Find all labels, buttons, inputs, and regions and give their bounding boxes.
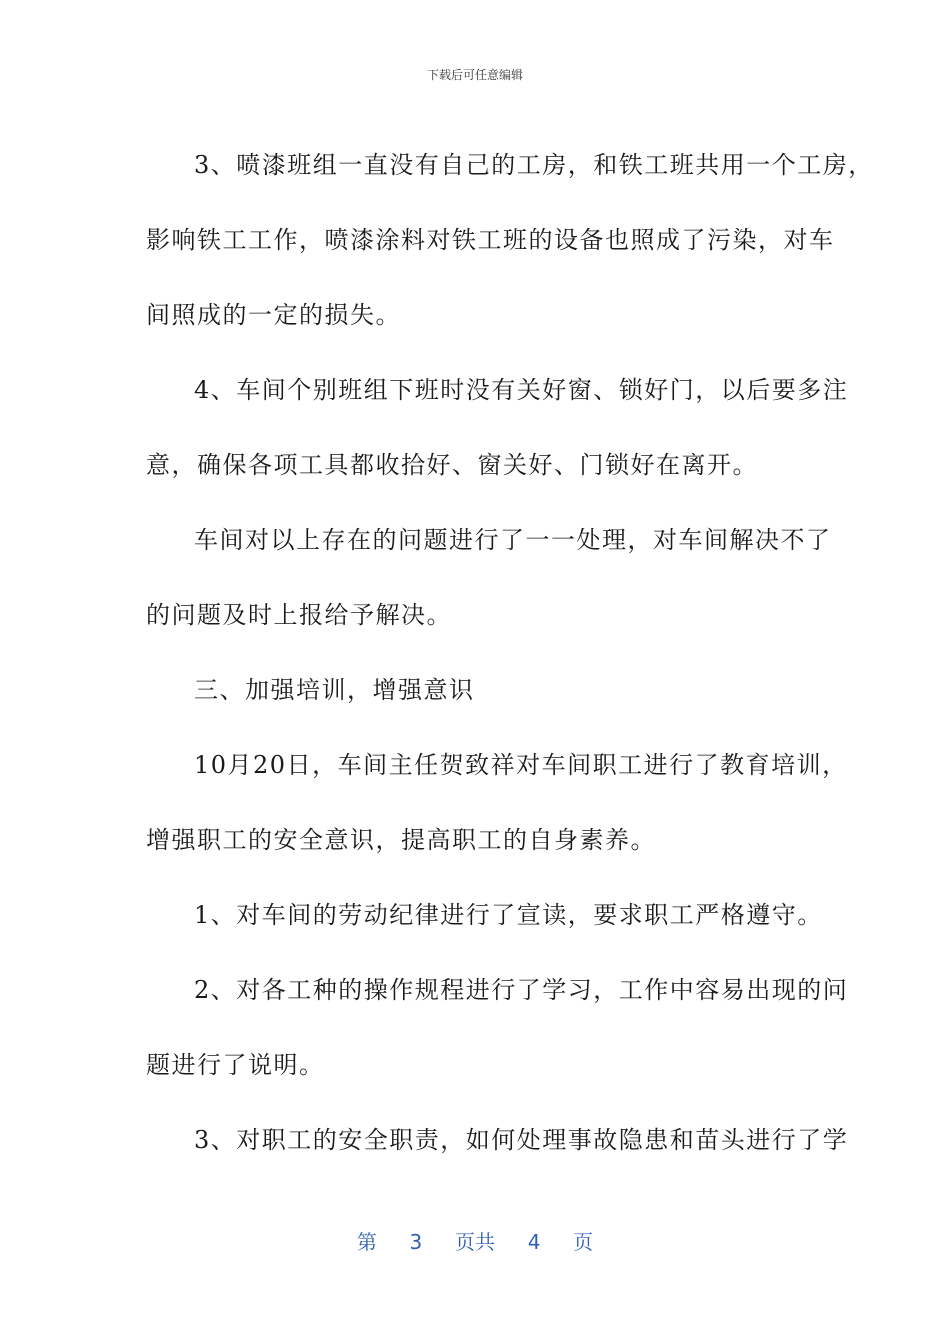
page-footer: [0, 1226, 950, 1255]
body-line-9: 10月20日，车间主任贺致祥对车间职工进行了教育培训，: [194, 751, 848, 779]
body-line-4: 4、车间个别班组下班时没有关好窗、锁好门，以后要多注: [194, 376, 849, 404]
body-line-11: 1、对车间的劳动纪律进行了宣读，要求职工严格遵守。: [194, 901, 823, 929]
page-header-note: 下载后可任意编辑: [426, 68, 523, 82]
document-body: [146, 128, 874, 1178]
body-line-3: 间照成的一定的损失。: [146, 301, 401, 329]
footer-total-pages: 4: [527, 1230, 541, 1254]
body-line-13: 题进行了说明。: [146, 1051, 325, 1079]
body-line-10: 增强职工的安全意识，提高职工的自身素养。: [146, 826, 656, 854]
body-line-12: 2、对各工种的操作规程进行了学习，工作中容易出现的问: [194, 976, 849, 1004]
footer-page-middle: 页共: [455, 1230, 495, 1254]
body-line-7: 的问题及时上报给予解决。: [146, 601, 452, 629]
body-line-5: 意，确保各项工具都收拾好、窗关好、门锁好在离开。: [146, 451, 758, 479]
footer-page-suffix: 页: [573, 1230, 594, 1254]
body-line-14: 3、对职工的安全职责，如何处理事故隐患和苗头进行了学: [194, 1126, 849, 1154]
body-line-2: 影响铁工工作，喷漆涂料对铁工班的设备也照成了污染，对车: [146, 226, 835, 254]
footer-current-page: 3: [409, 1230, 423, 1254]
footer-page-prefix: 第: [356, 1230, 377, 1254]
body-line-6: 车间对以上存在的问题进行了一一处理，对车间解决不了: [194, 526, 832, 554]
section-heading: 三、加强培训，增强意识: [194, 676, 475, 704]
body-line-1: 3、喷漆班组一直没有自己的工房，和铁工班共用一个工房，: [194, 151, 874, 179]
